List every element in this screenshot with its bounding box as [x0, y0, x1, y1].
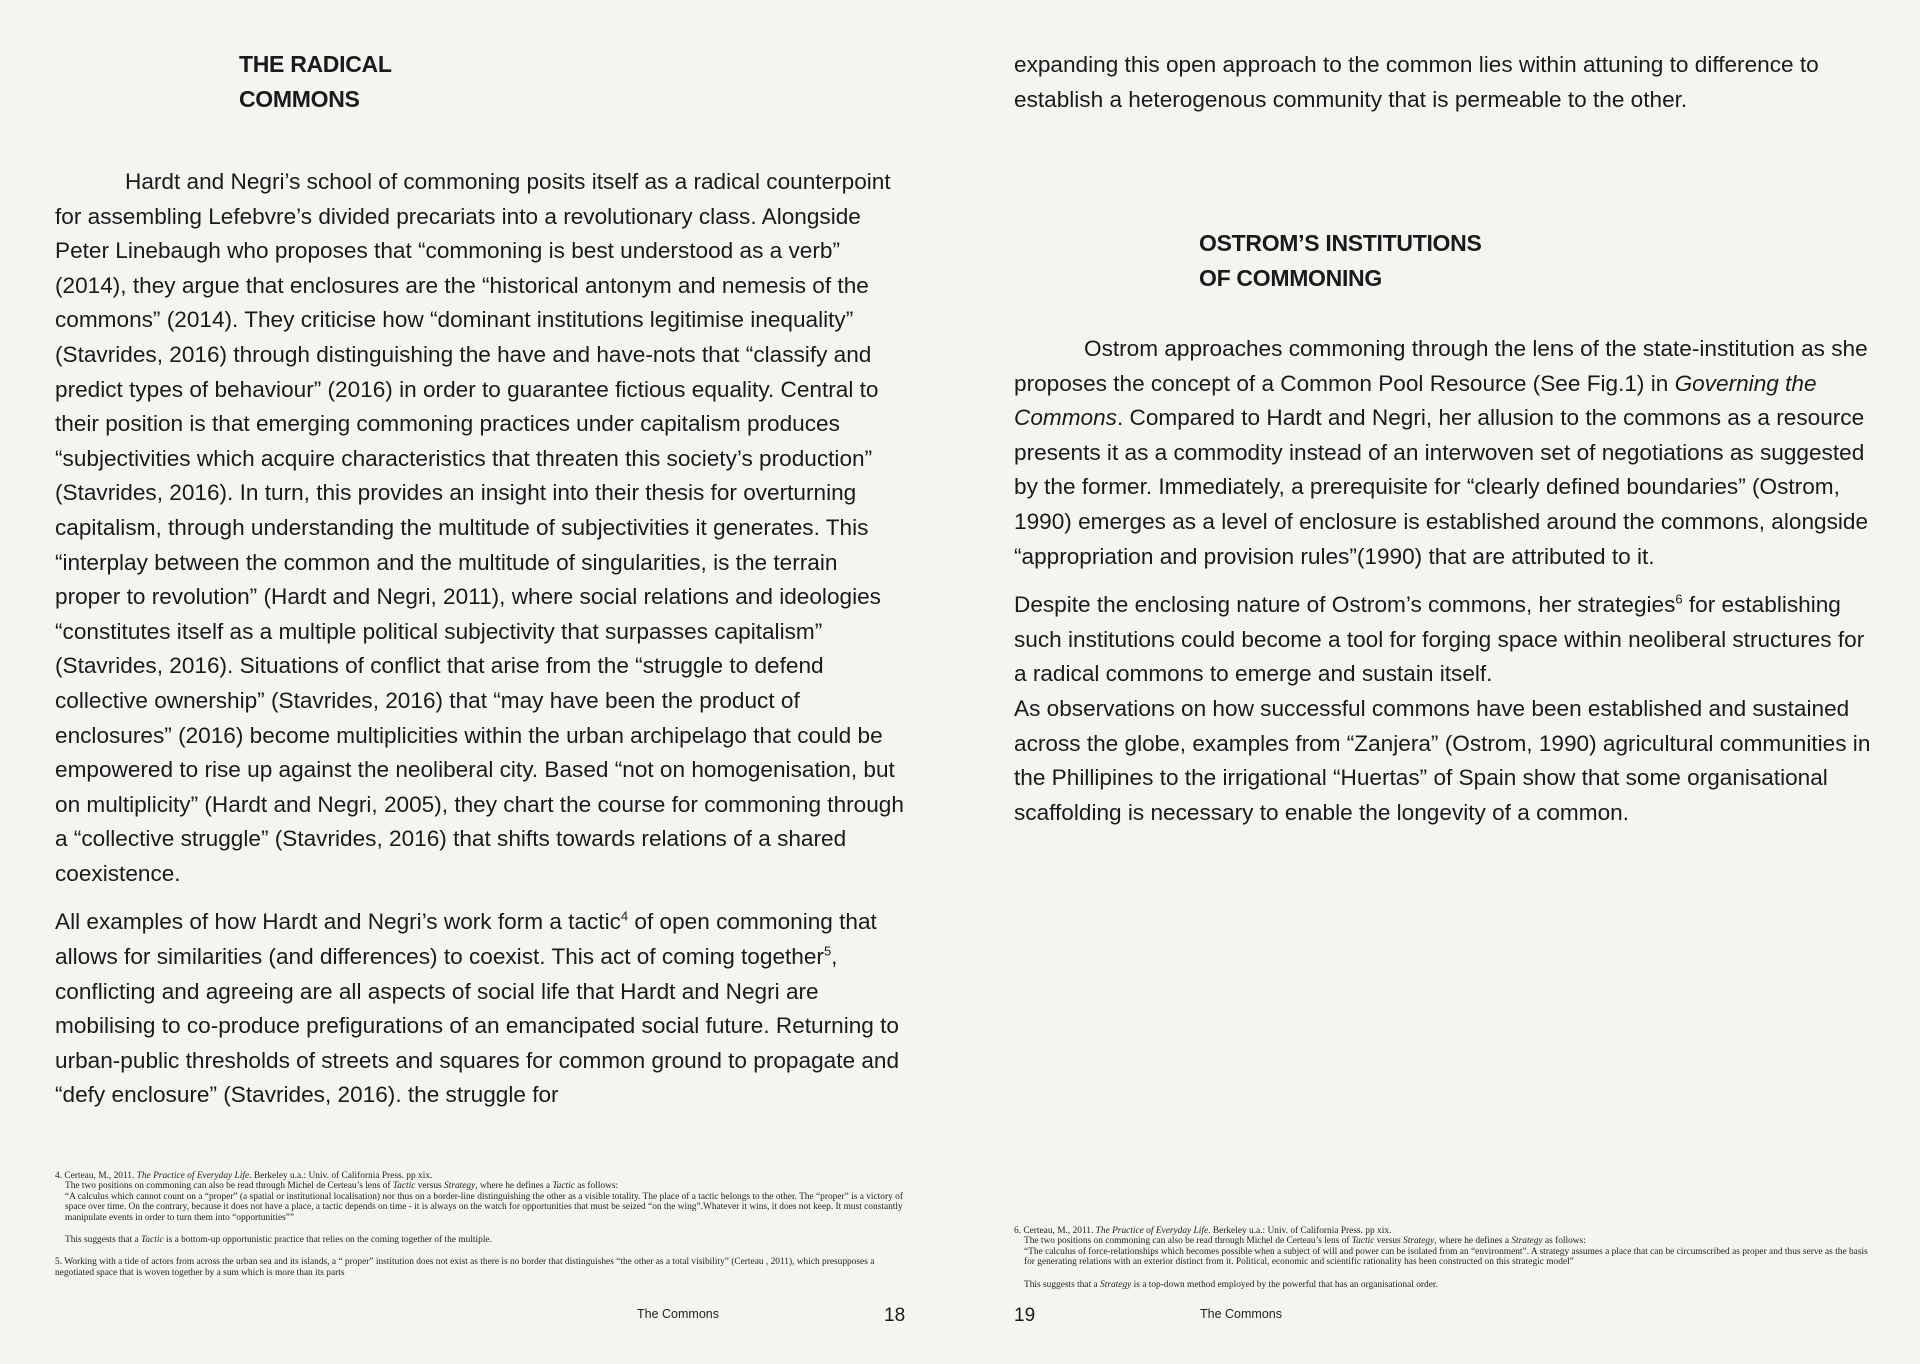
left-body — [55, 165, 905, 1127]
footnote-6-summary — [1014, 1280, 1874, 1290]
fn-text: as follows: — [574, 1181, 619, 1192]
paragraph — [55, 905, 905, 1113]
section-heading-radical-commons — [239, 47, 392, 117]
heading-line: OSTROM’S INSTITUTIONS — [1199, 230, 1482, 256]
text-run: . Compared to Hardt and Negri, her allusion to the commons as a resource presents it as a commodity instead of an interwoven set of negotiations as suggested by the former. Immediately, a prerequisite for “clearly defined boundaries” (Ostrom, 1990) emerges as a level of enclosure is established around the commons, alongside “appropriation and provision rules”(1990) that are attributed to it. — [1014, 405, 1869, 569]
right-footnotes — [1014, 1226, 1874, 1290]
fn-text: The two positions on commoning can also be read through Michel de Certeau’s lens of — [1024, 1236, 1352, 1247]
fn-text: 6. Certeau, M., 2011. — [1014, 1226, 1096, 1236]
footnote-ref: 4 — [620, 908, 629, 924]
fn-text: is a top-down method employed by the powerful that has an organisational order. — [1131, 1279, 1438, 1290]
fn-term: Strategy — [1100, 1279, 1132, 1290]
fn-text: , where he defines a — [475, 1181, 553, 1192]
fn-text: versus — [415, 1181, 445, 1192]
heading-line: THE RADICAL — [239, 51, 392, 77]
text-run: Despite the enclosing nature of Ostrom’s commons, her strategies — [1014, 592, 1676, 618]
running-footer: The Commons — [637, 1307, 719, 1321]
footnote-4-quote: “A calculus which cannot count on a “proper” (a spatial or institutional localisation) nor thus on a border-line distinguishing the other as a visible totality. The place of a tactic belongs to the other. The “proper” is a victory of space over time. On the contrary, because it does not have a place, a tactic depends on time - it is always on the watch for opportunities that must be seized “on the wing”.Whatever it wins, it does not keep. It must constantly manipulate events in order to turn them into “opportunities”” — [65, 1191, 903, 1223]
paragraph — [1014, 588, 1874, 830]
text-run: As observations on how successful commons have been established and sustained across the globe, examples from “Zanjera” (Ostrom, 1990) agricultural communities in the Phillipines to the irrigational “Huertas” of Spain show that some organisational scaffolding is necessary to enable the longevity of a common. — [1014, 695, 1871, 825]
fn-title: The Practice of Everyday Life — [136, 1171, 250, 1181]
text-run: Ostrom approaches commoning through the lens of the state-institution as she proposes the concept of a Common Pool Resource (See Fig.1) in — [1014, 336, 1868, 396]
paragraph: Hardt and Negri’s school of commoning posits itself as a radical counterpoint for assembling Lefebvre’s divided precariats into a revolutionary class. Alongside Peter Linebaugh who proposes that “commoning is best understood as a verb” (2014), they argue that enclosures are the “historical antonym and nemesis of the commons” (2014). They criticise how “dominant institutions legitimise inequality” (Stavrides, 2016) through distinguishing the have and have-nots that “classify and predict types of behaviour” (2016) in order to guarantee fictious equality. Central to their position is that emerging commoning practices under capitalism produces “subjectivities which acquire characteristics that threaten this society’s production” (Stavrides, 2016). In turn, this provides an insight into their thesis for overturning capitalism, through understanding the multitude of subjectivities it generates. This “interplay between the common and the multitude of singularities, is the terrain proper to revolution” (Hardt and Negri, 2011), where social relations and ideologies “constitutes itself as a multiple political subjectivity that surpasses capitalism” (Stavrides, 2016). Situations of conflict that arise from the “struggle to defend collective ownership” (Stavrides, 2016) that “may have been the product of enclosures” (2016) become multiplicities within the urban archipelago that could be empowered to rise up against the neoliberal city. Based “not on homogenisation, but on multiplicity” (Hardt and Negri, 2005), they chart the course for commoning through a “collective struggle” (Stavrides, 2016) that shifts towards relations of a shared coexistence. — [55, 169, 904, 886]
footnote-ref: 6 — [1675, 591, 1683, 607]
text-run: for establishing such institutions could become a tool for forging space within neoliberal structures for a radical commons to emerge and sustain itself. — [1014, 592, 1865, 687]
footnote-4 — [55, 1171, 915, 1181]
page-number: 18 — [884, 1305, 906, 1326]
book-title: Governing the Commons — [1014, 370, 1817, 431]
footnote-5: 5. Working with a tide of actors from across the urban sea and its islands, a “ proper” institution does not exist as there is no border that distinguishes “the other as a total visibility” (Certeau , 2011), which presupposes a negotiated space that is woven together by a sum which is more than its parts — [55, 1257, 875, 1278]
fn-term: Strategy — [1403, 1236, 1435, 1247]
fn-term: Tactic — [552, 1181, 575, 1192]
text-run: of open commoning that allows for similarities (and differences) to coexist. This act of coming together — [55, 909, 877, 970]
fn-text: . Berkeley u.a.: Univ. of California Press. pp xix. — [1208, 1226, 1392, 1236]
heading-line: COMMONS — [239, 86, 360, 112]
text-run: All examples of how Hardt and Negri’s work form a tactic — [55, 909, 621, 935]
fn-text: as follows: — [1542, 1236, 1586, 1247]
footnote-4-summary — [55, 1235, 915, 1245]
text-run: , conflicting and agreeing are all aspects of social life that Hardt and Negri are mobilising to co-produce prefigurations of an emancipated social future. Returning to urban-public thresholds of streets and squares for common ground to propagate and “defy enclosure” (Stavrides, 2016). the struggle for — [55, 944, 900, 1108]
left-footnotes — [55, 1171, 915, 1278]
fn-term: Tactic — [141, 1235, 164, 1246]
section-heading-ostrom — [1199, 226, 1481, 296]
paragraph: expanding this open approach to the common lies within attuning to difference to establish a heterogenous community that is permeable to the other. — [1014, 52, 1819, 112]
fn-text: versus — [1374, 1236, 1404, 1247]
fn-term: Tactic — [1351, 1236, 1375, 1247]
fn-text: , where he defines a — [1434, 1236, 1512, 1247]
footnote-6-line — [1014, 1236, 1874, 1246]
fn-text: . Berkeley u.a.: Univ. of California Press. pp xix. — [249, 1171, 433, 1181]
fn-text: 4. Certeau, M., 2011. — [55, 1171, 137, 1181]
fn-text: is a bottom-up opportunistic practice that relies on the coming together of the multiple. — [163, 1235, 492, 1246]
footnote-ref: 5 — [823, 943, 832, 959]
fn-text: This suggests that a — [1024, 1279, 1101, 1290]
fn-title: The Practice of Everyday Life — [1095, 1226, 1209, 1236]
footnote-6-quote: “The calculus of force-relationships which becomes possible when a subject of will and power can be isolated from an “environment”. A strategy assumes a place that can be circumscribed as proper and thus serve as the basis for generating relations with an exterior distinct from it. Political, economic and scientific rationality has been constructed on this strategic model” — [1024, 1246, 1868, 1268]
right-continuation — [1014, 48, 1874, 131]
footnote-4-line — [55, 1181, 915, 1191]
fn-term: Strategy — [1511, 1236, 1543, 1247]
paragraph — [1014, 332, 1874, 574]
right-body — [1014, 332, 1874, 844]
running-footer: The Commons — [1200, 1307, 1282, 1321]
heading-line: OF COMMONING — [1199, 265, 1382, 291]
footnote-6 — [1014, 1226, 1874, 1236]
right-page — [960, 0, 1920, 1364]
fn-text: The two positions on commoning can also be read through Michel de Certeau’s lens of — [65, 1181, 393, 1192]
fn-text: This suggests that a — [65, 1235, 142, 1246]
fn-term: Strategy — [444, 1181, 476, 1192]
fn-term: Tactic — [392, 1181, 416, 1192]
page-number: 19 — [1014, 1305, 1036, 1326]
